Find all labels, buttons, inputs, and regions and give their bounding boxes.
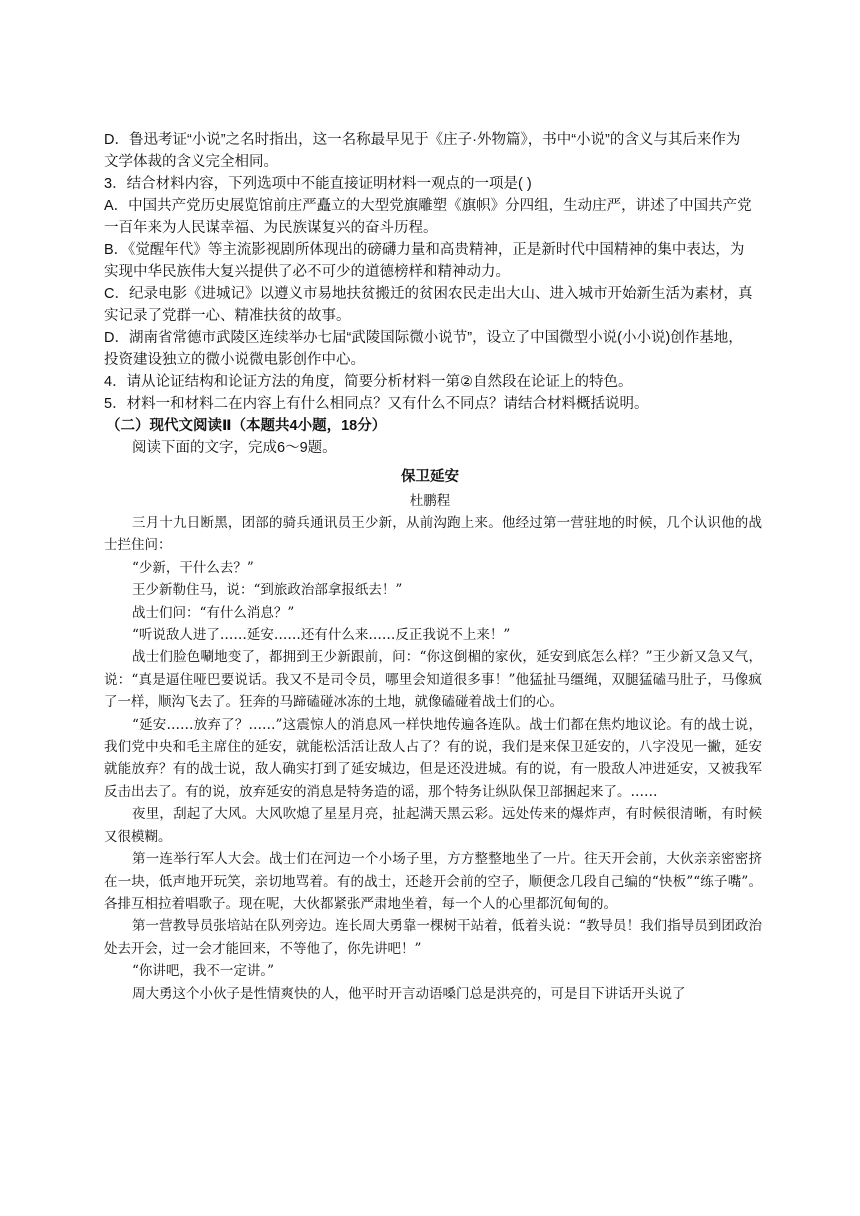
question-3-option-a: A．中国共产党历史展览馆前庄严矗立的大型党旗雕塑《旗帜》分四组，生动庄严，讲述了中国共产党一百年来为人民谋幸福、为民族谋复兴的奋斗历程。	[104, 198, 752, 236]
story-title: 保卫延安	[401, 469, 459, 485]
story-paragraph: 第一营教导员张培站在队列旁边。连长周大勇靠一棵树干站着，低着头说：“教导员！我们指导员到团政治处去开会，过一会才能回来，不等他了，你先讲吧！”	[104, 918, 762, 957]
question-5: 5．材料一和材料二在内容上有什么相同点？又有什么不同点？请结合材料概括说明。	[104, 396, 649, 412]
section-instruction: 阅读下面的文字，完成6～9题。	[132, 440, 337, 456]
story-paragraph: 夜里，刮起了大风。大风吹熄了星星月亮，扯起满天黑云彩。远处传来的爆炸声，有时候很清晰，有时候又很模糊。	[104, 806, 762, 845]
story-paragraph: 周大勇这个小伙子是性情爽快的人，他平时开言动语嗓门总是洪亮的，可是目下讲话开头说了	[132, 985, 686, 1002]
story-paragraph: “延安……放弃了？……”这震惊人的消息风一样快地传遍各连队。战士们都在焦灼地议论。有的战士说，我们党中央和毛主席住的延安，就能松活活让敌人占了？有的说，我们是来保卫延安的，八字没见一撇，延安就能放弃？有的战士说，敌人确实打到了延安城边，但是还没进城。有的说，有一股敌人冲进延安，又被我军反击出去了。有的说，放弃延安的消息是特务造的谣，那个特务让纵队保卫部捆起来了。……	[104, 716, 762, 800]
question-2-option-d: D．鲁迅考证“小说”之名时指出，这一名称最早见于《庄子·外物篇》，书中“小说”的含义与其后来作为文学体裁的含义完全相同。	[104, 132, 741, 170]
question-4: 4．请从论证结构和论证方法的角度，简要分析材料一第②自然段在论证上的特色。	[104, 374, 633, 390]
section-heading: （二）现代文阅读Ⅱ（本题共4小题，18分）	[106, 418, 387, 434]
questions-block	[104, 129, 754, 459]
question-3-option-c: C．纪录电影《进城记》以遵义市易地扶贫搬迁的贫困农民走出大山、进入城市开始新生活为素材，真实记录了党群一心、精准扶贫的故事。	[104, 286, 753, 324]
story-paragraph: “你讲吧，我不一定讲。”	[132, 963, 275, 980]
story-paragraph: 三月十九日断黑，团部的骑兵通讯员王少新，从前沟跑上来。他经过第一营驻地的时候，几个认识他的战士拦住问：	[104, 515, 762, 554]
story-paragraph: 战士们问：“有什么消息？”	[132, 604, 295, 621]
story-paragraph: “听说敌人进了……延安……还有什么来……反正我说不上来！”	[132, 627, 511, 644]
question-3-option-d: D．湖南省常德市武陵区连续举办七届“武陵国际微小说节”，设立了中国微型小说(小小说)创作基地，投资建设独立的微小说微电影创作中心。	[104, 330, 743, 368]
story-paragraph: 第一连举行军人大会。战士们在河边一个小场子里，方方整整地坐了一片。往天开会前，大伙亲亲密密挤在一块，低声地开玩笑，亲切地骂着。有的战士，还趁开会前的空子，顺便念几段自己编的“快板”“练子嘴”。各排互相拉着唱歌子。现在呢，大伙都紧张严肃地坐着，每一个人的心里都沉甸甸的。	[104, 851, 762, 912]
story-body	[104, 512, 762, 1005]
story-author: 杜鹏程	[409, 493, 451, 509]
question-3-stem: 3．结合材料内容，下列选项中不能直接证明材料一观点的一项是( )	[104, 176, 532, 192]
question-3-option-b: B．《觉醒年代》等主流影视剧所体现出的磅礴力量和高贵精神，正是新时代中国精神的集中表达，为实现中华民族伟大复兴提供了必不可少的道德榜样和精神动力。	[104, 242, 745, 280]
story-paragraph: 战士们脸色唰地变了，都拥到王少新跟前，问：“你这倒楣的家伙，延安到底怎么样？”王少新又急又气，说：“真是逼住哑巴要说话。我又不是司令员，哪里会知道很多事！”他猛扯马缰绳，双腿猛磕马肚子，马像疯了一样，顺沟飞去了。狂奔的马蹄磕碰冰冻的土地，就像磕碰着战士们的心。	[104, 649, 762, 711]
story-paragraph: “少新，干什么去？”	[132, 559, 254, 576]
story-paragraph: 王少新勒住马，说：“到旅政治部拿报纸去！”	[132, 582, 403, 599]
